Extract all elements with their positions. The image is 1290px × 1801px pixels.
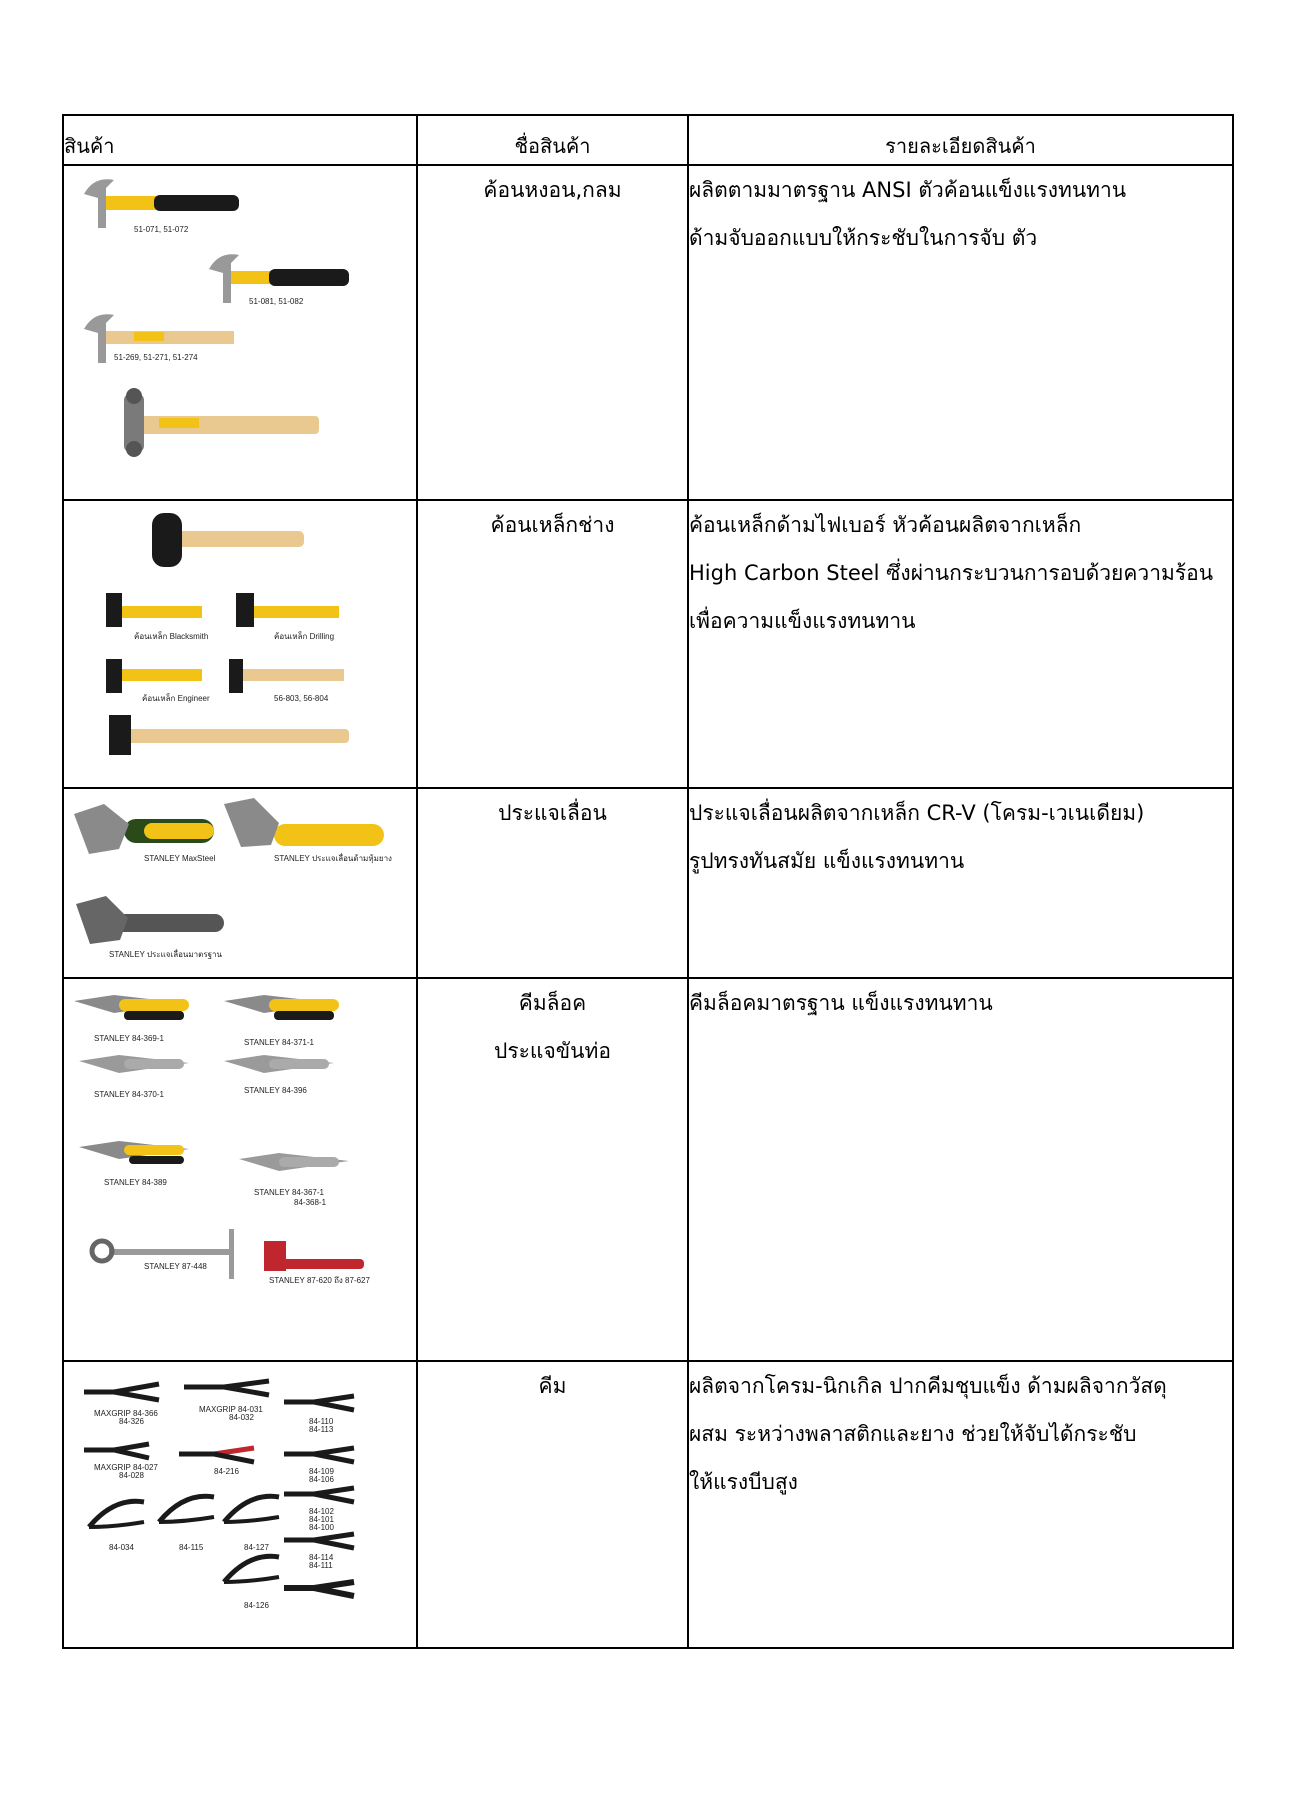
label-standard: STANLEY ประแจเลื่อนมาตรฐาน [109,950,222,959]
header-product: สินค้า [63,115,417,165]
label-maxsteel: STANLEY MaxSteel [144,854,216,863]
row-sledge-hammer [63,500,1233,788]
locking-pliers-image [64,979,414,1357]
product-name-cell [417,500,688,788]
label-84-100: 84-100 [309,1523,334,1532]
label-84-370-1: STANLEY 84-370-1 [94,1090,164,1099]
label-84-027: MAXGRIP 84-027 [94,1463,158,1472]
row-claw-hammer [63,165,1233,500]
description-line: ให้แรงบีบสูง [689,1470,798,1494]
label-84-367-1: STANLEY 84-367-1 [254,1188,324,1197]
label-51-269: 51-269, 51-271, 51-274 [114,353,198,362]
product-description-cell [688,165,1233,500]
description-line: เพื่อความแข็งแรงทนทาน [689,609,916,633]
label-56-803: 56-803, 56-804 [274,694,329,703]
label-84-326: 84-326 [119,1417,144,1426]
label-84-371-1: STANLEY 84-371-1 [244,1038,314,1047]
product-image-cell [63,165,417,500]
label-84-127: 84-127 [244,1543,269,1552]
product-image-cell [63,1361,417,1648]
label-engineer: ค้อนเหล็ก Engineer [142,694,210,703]
label-84-389: STANLEY 84-389 [104,1178,167,1187]
description-line: ด้ามจับออกแบบให้กระชับในการจับ ตัว [689,226,1038,250]
product-name: ประแจเลื่อน [498,801,607,825]
label-84-366: MAXGRIP 84-366 [94,1409,158,1418]
product-description-cell [688,1361,1233,1648]
product-description-cell [688,788,1233,978]
label-84-114: 84-114 [309,1553,334,1562]
product-name-cell [417,788,688,978]
product-description-cell [688,500,1233,788]
description-line: ผสม ระหว่างพลาสติกและยาง ช่วยให้จับได้กระชับ [689,1422,1137,1446]
product-name-cell [417,1361,688,1648]
label-51-081: 51-081, 51-082 [249,297,304,306]
product-name: ค้อนหงอน,กลม [483,178,622,202]
description-line: ผลิตตามมาตรฐาน ANSI ตัวค้อนแข็งแรงทนทาน [689,178,1127,202]
description-line: ประแจเลื่อนผลิตจากเหล็ก CR-V (โครม-เวเนเดียม) [689,801,1145,825]
description-line: คีมล็อคมาตรฐาน แข็งแรงทนทาน [689,991,993,1015]
label-87-620: STANLEY 87-620 ถึง 87-627 [269,1276,370,1285]
sledge-hammer-image [64,501,414,785]
description-line: ผลิตจากโครม-นิกเกิล ปากคีมชุบแข็ง ด้ามผลิจากวัสดุ [689,1374,1167,1398]
row-pliers [63,1361,1233,1648]
product-name: คีมล็อค [518,991,587,1015]
label-84-368-1: 84-368-1 [294,1198,327,1207]
adjustable-wrench-image [64,789,414,975]
label-84-101: 84-101 [309,1515,334,1524]
description-line: High Carbon Steel ซึ่งผ่านกระบวนการอบด้วยความร้อน [689,561,1214,585]
claw-hammer-image [64,166,414,496]
description-line: รูปทรงทันสมัย แข็งแรงทนทาน [689,849,965,873]
label-84-109: 84-109 [309,1467,334,1476]
label-84-034: 84-034 [109,1543,134,1552]
product-image-cell [63,788,417,978]
row-locking-pliers [63,978,1233,1361]
header-row [63,115,1233,165]
label-51-071: 51-071, 51-072 [134,225,189,234]
product-name: ค้อนเหล็กช่าง [490,513,615,537]
label-84-113: 84-113 [309,1425,334,1434]
label-84-126: 84-126 [244,1601,269,1610]
product-name-cell [417,978,688,1361]
product-image-cell [63,978,417,1361]
header-name: ชื่อสินค้า [417,115,688,165]
label-84-369-1: STANLEY 84-369-1 [94,1034,164,1043]
label-84-028: 84-028 [119,1471,144,1480]
label-blacksmith: ค้อนเหล็ก Blacksmith [134,632,209,641]
label-drilling: ค้อนเหล็ก Drilling [274,632,335,641]
product-image-cell [63,500,417,788]
product-description-cell [688,978,1233,1361]
label-87-448: STANLEY 87-448 [144,1262,207,1271]
label-84-115: 84-115 [179,1543,204,1552]
label-84-111: 84-111 [309,1561,333,1570]
row-adjustable-wrench [63,788,1233,978]
product-name: คีม [538,1374,567,1398]
label-84-032: 84-032 [229,1413,254,1422]
label-rubber-grip: STANLEY ประแจเลื่อนด้ามหุ้มยาง [274,854,392,863]
product-table [62,114,1234,1649]
label-84-102: 84-102 [309,1507,334,1516]
label-84-396: STANLEY 84-396 [244,1086,307,1095]
product-name: ประแจขันท่อ [494,1039,611,1063]
label-84-110: 84-110 [309,1417,334,1426]
header-description: รายละเอียดสินค้า [688,115,1233,165]
label-84-106: 84-106 [309,1475,334,1484]
description-line: ค้อนเหล็กด้ามไฟเบอร์ หัวค้อนผลิตจากเหล็ก [689,513,1082,537]
product-name-cell [417,165,688,500]
pliers-image [64,1362,414,1644]
label-84-216: 84-216 [214,1467,239,1476]
label-84-031: MAXGRIP 84-031 [199,1405,263,1414]
